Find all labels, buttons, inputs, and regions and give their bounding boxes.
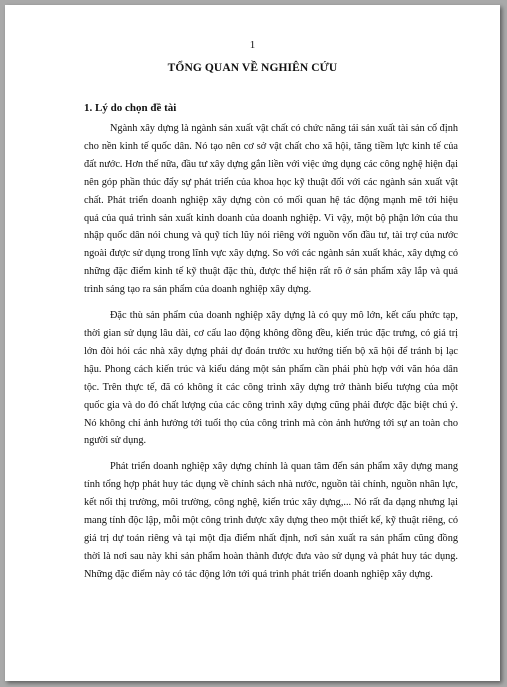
section-content xyxy=(84,100,458,592)
section-heading: 1. Lý do chọn đề tài xyxy=(84,102,177,114)
page-title: TỔNG QUAN VỀ NGHIÊN CỨU xyxy=(167,62,338,74)
paragraph-2: Đặc thù sản phẩm của doanh nghiệp xây dựng là có quy mô lớn, kết cấu phức tạp, thời gian sử dụng lâu dài, cơ cấu lao động không đồng đều, kiến trúc đặc trưng, có giá trị lớn đòi hỏi các nhà xây dựng phải dự đoán trước xu hướng tiến bộ xã hội để tránh bị lạc hậu. Phong cách kiến trúc và kiểu dáng một sản phẩm cần phải phù hợp với văn hóa dân tộc. Trên thực tế, đã có không ít các công trình xây dựng trở thành biểu tượng của một quốc gia và do đó chất lượng của các công trình xây dựng cũng phải được đặc biệt chú ý. Nó không chỉ ảnh hưởng tới tuổi thọ của công trình mà còn ảnh hưởng tới sự an toàn cho người sử dụng. xyxy=(84,310,458,447)
paragraph-3: Phát triển doanh nghiệp xây dựng chính là quan tâm đến sản phẩm xây dựng mang tính tổng hợp phát huy tác dụng về chính sách nhà nước, nguồn tài chính, nguồn nhân lực, kết nối thị trường, môi trường, công nghệ, kiến trúc xây dựng,... Nó rất đa dạng nhưng lại mang tính độc lập, mỗi một công trình được xây dựng theo một thiết kế, kỹ thuật riêng, có giá trị dự toán riêng và tại một địa điểm nhất định, nơi sản xuất ra sản phẩm cũng đồng thời là nơi sau này khi sản phẩm hoàn thành được đưa vào sử dụng và phát huy tác dụng. Những đặc điểm này có tác động lớn tới quá trình phát triển doanh nghiệp xây dựng. xyxy=(84,461,458,580)
page-number: 1 xyxy=(249,39,256,51)
paragraph-1: Ngành xây dựng là ngành sản xuất vật chất có chức năng tái sản xuất tài sản cố định cho nền kinh tế quốc dân. Nó tạo nên cơ sở vật chất cho xã hội, tăng tiềm lực kinh tế của đất nước. Hơn thế nữa, đầu tư xây dựng gắn liền với việc ứng dụng các công nghệ hiện đại nên góp phần thúc đẩy sự phát triển của khoa học kỹ thuật đối với các ngành sản xuất vật chất. Phát triển doanh nghiệp xây dựng còn có mối quan hệ tác động mạnh mẽ tới hiệu quả của quá trình sản xuất kinh doanh của doanh nghiệp. Vì vậy, một bộ phận lớn của thu nhập quốc dân nói chung và quỹ tích lũy nói riêng với nguồn vốn đầu tư, tài trợ của nước ngoài được sử dụng trong lĩnh vực xây dựng. So với các ngành sản xuất khác, xây dựng có những đặc điểm kinh tế kỹ thuật đặc thù, được thể hiện rất rõ ở sản phẩm xây lắp và quá trình sáng tạo ra sản phẩm của doanh nghiệp xây dựng. xyxy=(84,123,458,296)
document-page xyxy=(5,5,500,681)
